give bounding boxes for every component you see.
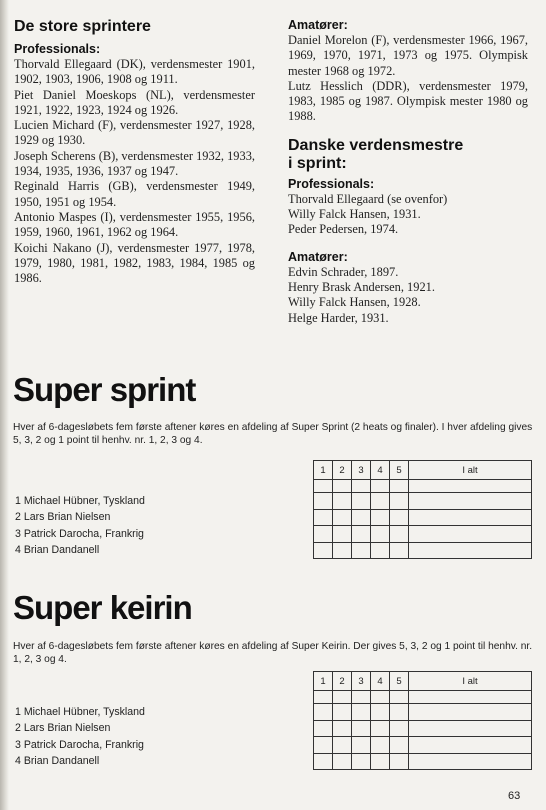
table-row xyxy=(14,493,532,510)
score-table-header xyxy=(14,461,532,480)
rider-name: 1 Michael Hübner, Tyskland xyxy=(15,705,145,718)
danish-pro-entry: Willy Falck Hansen, 1931. xyxy=(288,207,421,222)
rider-name: 4 Brian Dandanell xyxy=(15,755,100,768)
danish-am-entry: Helge Harder, 1931. xyxy=(288,310,389,325)
table-row xyxy=(14,720,532,737)
danish-am-entry: Willy Falck Hansen, 1928. xyxy=(288,295,421,310)
danish-pro-entry: Peder Pedersen, 1974. xyxy=(288,222,399,237)
danish-professionals-subheading: Professionals: xyxy=(288,176,375,191)
rider-name: 3 Patrick Darocha, Frankrig xyxy=(15,527,144,540)
super-keirin-intro: Hver af 6-dagesløbets fem første aftener køres en afdeling af Super Keirin. Der gives 5, 3, 2 og 1 point til henhv. nr. 1, 2, 3 og 4. xyxy=(13,641,533,665)
sprinter-entry: Antonio Maspes (I), verdensmester 1955, 1956, 1959, 1960, 1961, 1962 og 1964. xyxy=(14,209,255,240)
table-row xyxy=(14,509,532,526)
column-header: 4 xyxy=(371,461,390,480)
table-row xyxy=(14,753,532,770)
sprinter-entry: Reginald Harris (GB), verdensmester 1949, 1950, 1951 og 1954. xyxy=(14,179,255,209)
column-header: 2 xyxy=(333,672,352,691)
sprinter-entry: Lucien Michard (F), verdensmester 1927, 1928, 1929 og 1930. xyxy=(14,118,255,148)
professionals-subheading: Professionals: xyxy=(14,42,101,56)
column-header: 2 xyxy=(333,461,352,480)
column-header: 1 xyxy=(314,672,333,691)
column-header: 4 xyxy=(371,672,390,691)
left-column xyxy=(14,18,255,286)
sprinter-entry: Koichi Nakano (J), verdensmester 1977, 1978, 1979, 1980, 1981, 1982, 1983, 1984, 1985 og 1986. xyxy=(14,240,255,286)
rider-name: 3 Patrick Darocha, Frankrig xyxy=(15,738,144,751)
sprinter-entry: Piet Daniel Moeskops (NL), verdensmester 1921, 1922, 1923, 1924 og 1926. xyxy=(14,87,255,117)
super-sprint-intro: Hver af 6-dagesløbets fem første aftener køres en afdeling af Super Sprint (2 heats og finaler). I hver afdeling gives 5, 3, 2 og 1 point til henhv. nr. 1, 2, 3 og 4. xyxy=(13,422,533,446)
sprinter-entry: Thorvald Ellegaard (DK), verdensmester 1901, 1902, 1903, 1906, 1908 og 1911. xyxy=(14,57,255,87)
right-column xyxy=(288,18,528,326)
rider-name: 1 Michael Hübner, Tyskland xyxy=(15,494,145,507)
rider-name: 2 Lars Brian Nielsen xyxy=(15,511,111,524)
super-sprint-title: Super sprint xyxy=(13,371,196,408)
amateurs-subheading: Amatører: xyxy=(288,18,348,32)
table-row xyxy=(14,542,532,559)
column-header: 5 xyxy=(390,461,409,480)
sprinter-entry: Joseph Scherens (B), verdensmester 1932, 1933, 1934, 1935, 1936, 1937 og 1947. xyxy=(14,148,255,179)
total-column-header: I alt xyxy=(409,461,532,480)
column-header: 1 xyxy=(314,461,333,480)
super-keirin-title: Super keirin xyxy=(13,589,192,626)
danish-champions-heading xyxy=(288,137,528,173)
column-header: 3 xyxy=(352,672,371,691)
amateur-entry: Daniel Morelon (F), verdensmester 1966, 1967, 1969, 1970, 1971, 1973 og 1975. Olympisk mester 1968 og 1972. xyxy=(288,33,528,78)
score-table-header xyxy=(14,672,532,691)
column-header: 3 xyxy=(352,461,371,480)
table-row xyxy=(14,526,532,543)
rider-name: 2 Lars Brian Nielsen xyxy=(15,722,111,735)
super-keirin-score-table xyxy=(14,671,532,770)
page-spine-shadow xyxy=(0,0,9,810)
danish-am-entry: Edvin Schrader, 1897. xyxy=(288,264,399,279)
danish-pro-entry: Thorvald Ellegaard (se ovenfor) xyxy=(288,191,448,206)
column-header: 5 xyxy=(390,672,409,691)
table-row xyxy=(14,737,532,754)
rider-name: 4 Brian Dandanell xyxy=(15,544,100,557)
amateur-entry: Lutz Hesslich (DDR), verdensmester 1979, 1983, 1985 og 1987. Olympisk mester 1980 og 1988. xyxy=(288,78,528,124)
danish-amateurs-subheading: Amatører: xyxy=(288,249,348,264)
page-number: 63 xyxy=(508,790,521,802)
danish-heading-line1: Danske verdensmestre xyxy=(288,136,464,154)
danish-am-entry: Henry Brask Andersen, 1921. xyxy=(288,279,435,294)
sprinters-heading: De store sprintere xyxy=(14,18,151,35)
table-row xyxy=(14,704,532,721)
total-column-header: I alt xyxy=(409,672,532,691)
danish-heading-line2: i sprint: xyxy=(288,154,347,172)
super-sprint-score-table xyxy=(14,460,532,559)
